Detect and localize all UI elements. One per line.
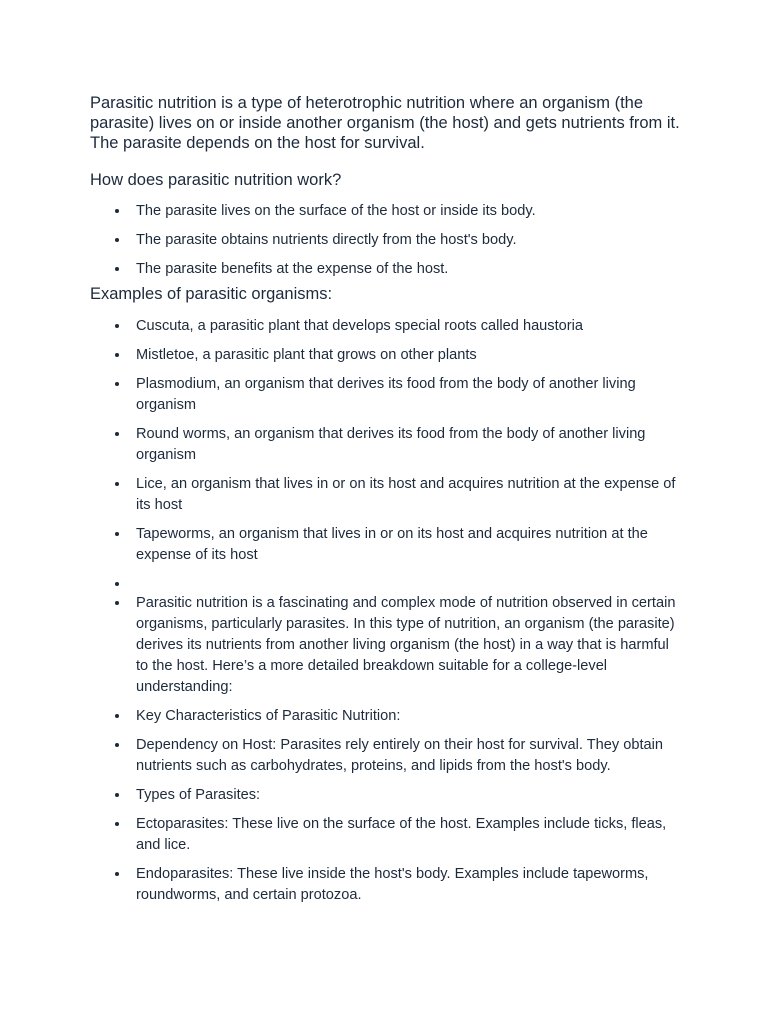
list-item-text: Mistletoe, a parasitic plant that grows on other plants	[136, 347, 477, 363]
list-item	[136, 201, 681, 222]
list-item-text: Round worms, an organism that derives its food from the body of another living organism	[136, 426, 646, 463]
bullet-icon	[115, 793, 119, 797]
list-item	[136, 735, 681, 777]
bullet-icon	[115, 714, 119, 718]
bullet-icon	[115, 872, 119, 876]
bullet-icon	[115, 353, 119, 357]
list-item-text: The parasite benefits at the expense of the host.	[136, 261, 449, 277]
list-item-text: Tapeworms, an organism that lives in or on its host and acquires nutrition at the expense of its host	[136, 526, 648, 563]
list-item	[136, 230, 681, 251]
list-item	[136, 345, 681, 366]
bullet-icon	[115, 238, 119, 242]
list-item-empty	[136, 574, 681, 588]
list-item-text: Plasmodium, an organism that derives its food from the body of another living organism	[136, 376, 636, 413]
list-item-text: Cuscuta, a parasitic plant that develops special roots called haustoria	[136, 318, 583, 334]
list-item-text: The parasite obtains nutrients directly from the host's body.	[136, 232, 517, 248]
bullet-icon	[115, 324, 119, 328]
list-item	[136, 316, 681, 337]
list-item-text: Parasitic nutrition is a fascinating and complex mode of nutrition observed in certain organisms, particularly parasites. In this type of nutrition, an organism (the parasite) derives its nutrients from another living organism (the host) in a way that is harmful to the host. Here’s a more detailed breakdown suitable for a college-level understanding:	[136, 595, 676, 695]
intro-paragraph: Parasitic nutrition is a type of heterotrophic nutrition where an organism (the parasite) lives on or inside another organism (the host) and gets nutrients from it. The parasite depends on the host for survival.	[90, 94, 680, 152]
bullet-icon	[115, 209, 119, 213]
examples-heading: Examples of parasitic organisms:	[90, 285, 333, 303]
list-item-text: Dependency on Host: Parasites rely entirely on their host for survival. They obtain nutrients such as carbohydrates, proteins, and lipids from the host's body.	[136, 737, 663, 774]
bullet-icon	[115, 822, 119, 826]
how-it-works-heading: How does parasitic nutrition work?	[90, 171, 342, 189]
list-item	[136, 374, 681, 416]
list-item-text: Lice, an organism that lives in or on its host and acquires nutrition at the expense of its host	[136, 476, 676, 513]
list-item	[136, 474, 681, 516]
bullet-icon	[115, 432, 119, 436]
how-it-works-list	[0, 201, 545, 288]
bullet-icon	[115, 382, 119, 386]
bullet-icon	[115, 601, 119, 605]
list-item	[136, 259, 681, 280]
list-item	[136, 524, 681, 566]
list-item	[136, 864, 681, 906]
list-item	[136, 814, 681, 856]
examples-list	[0, 316, 676, 914]
bullet-icon	[115, 532, 119, 536]
bullet-icon	[115, 582, 119, 586]
list-item	[136, 706, 681, 727]
list-item	[136, 593, 681, 698]
list-item-text: The parasite lives on the surface of the host or inside its body.	[136, 203, 536, 219]
list-item-text: Ectoparasites: These live on the surface of the host. Examples include ticks, fleas, and lice.	[136, 816, 667, 853]
bullet-icon	[115, 482, 119, 486]
list-item-text: Types of Parasites:	[136, 787, 261, 803]
bullet-icon	[115, 267, 119, 271]
list-item-text: Key Characteristics of Parasitic Nutrition:	[136, 708, 401, 724]
bullet-icon	[115, 743, 119, 747]
list-item-text: Endoparasites: These live inside the host's body. Examples include tapeworms, roundworms, and certain protozoa.	[136, 866, 649, 903]
list-item	[136, 785, 681, 806]
list-item	[136, 424, 681, 466]
